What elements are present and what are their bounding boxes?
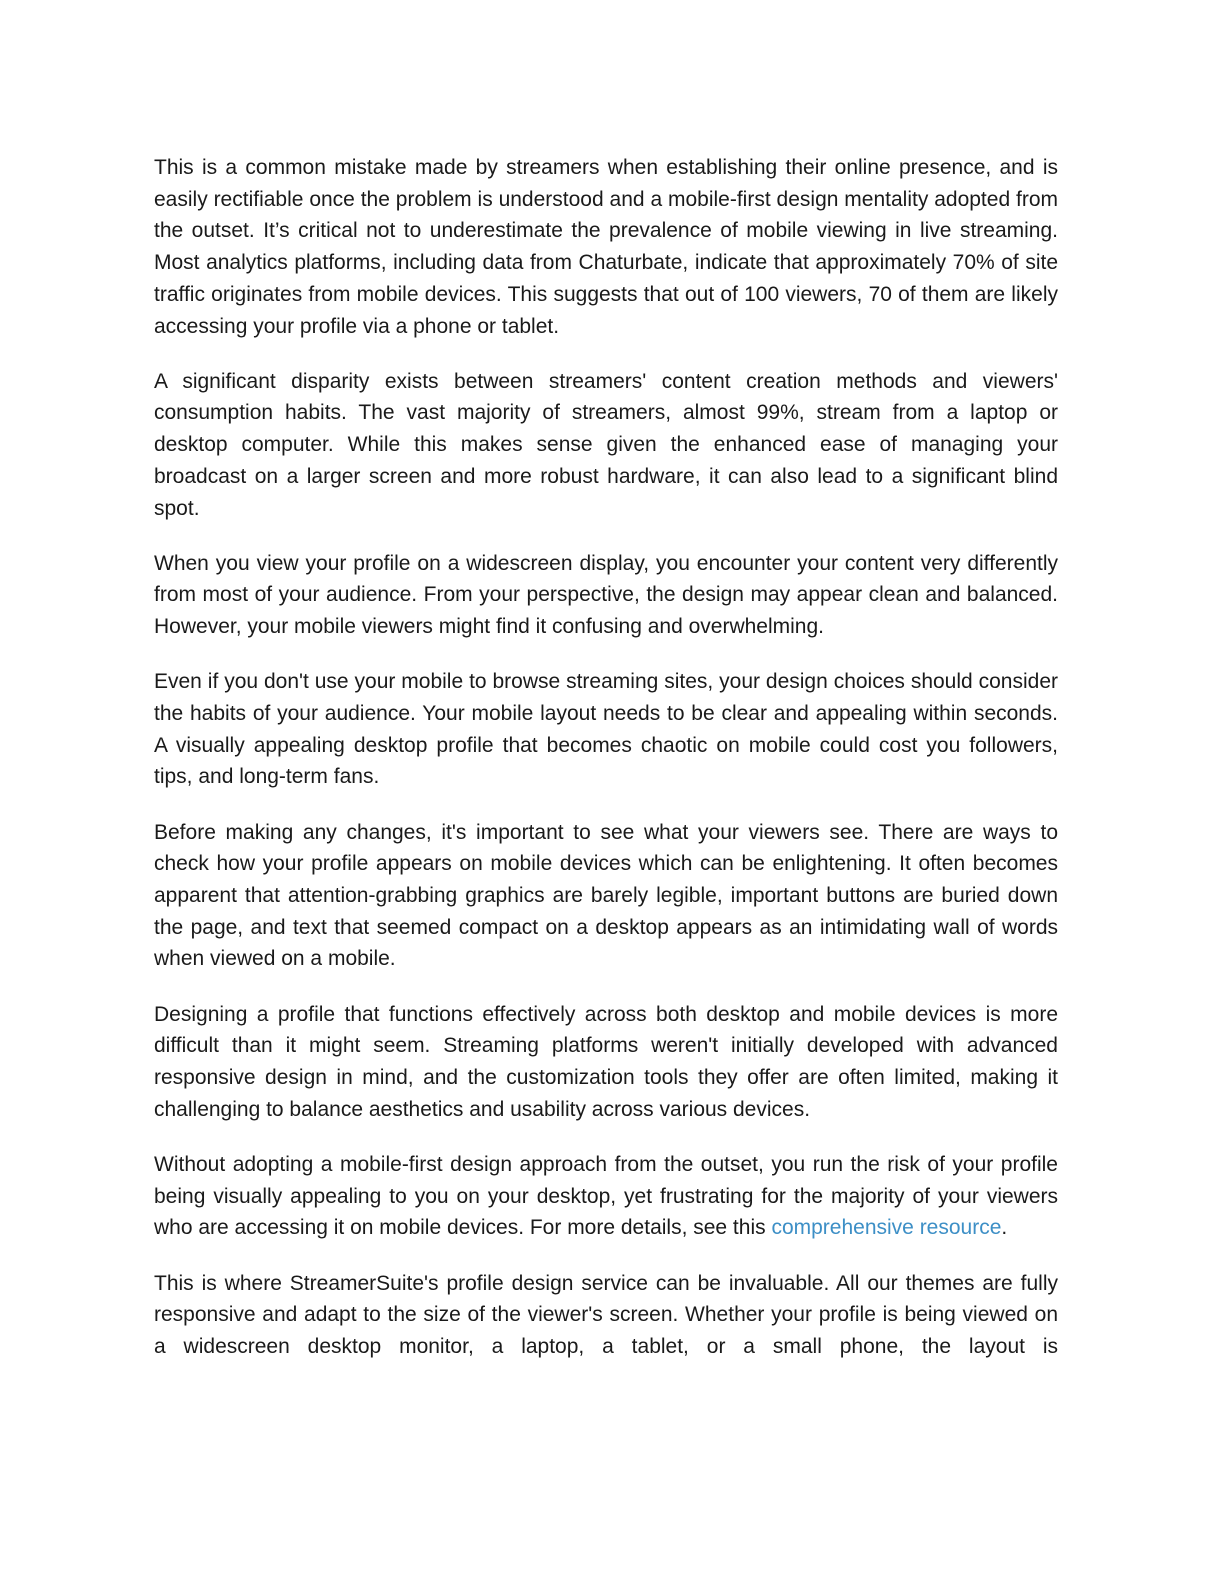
comprehensive-resource-link[interactable]: comprehensive resource <box>771 1216 1002 1240</box>
paragraph-widescreen-view: When you view your profile on a widescreen display, you encounter your content very differently from most of your audience. From your perspective, the design may appear clean and balanced. However, your mobile viewers might find it confusing and overwhelming. <box>154 551 1058 639</box>
paragraph-streamersuite-service: This is where StreamerSuite's profile design service can be invaluable. All our themes are fully responsive and adapt to the size of the viewer's screen. Whether your profile is being viewed on a widescreen desktop monitor, a laptop, a tablet, or a small phone, the layout is <box>154 1271 1058 1358</box>
paragraph-creation-disparity: A significant disparity exists between streamers' content creation methods and viewers' consumption habits. The vast majority of streamers, almost 99%, stream from a laptop or desktop computer. While this makes sense given the enhanced ease of managing your broadcast on a larger screen and more robust hardware, it can also lead to a significant blind spot. <box>154 369 1058 520</box>
document-page <box>154 152 1058 1363</box>
paragraph-mobile-traffic: This is a common mistake made by streamers when establishing their online presence, and is easily rectifiable once the problem is understood and a mobile-first design mentality adopted from the outset. It’s critical not to underestimate the prevalence of mobile viewing in live streaming. Most analytics platforms, including data from Chaturbate, indicate that approximately 70% of site traffic originates from mobile devices. This suggests that out of 100 viewers, 70 of them are likely accessing your profile via a phone or tablet. <box>154 156 1058 338</box>
paragraph-audience-habits: Even if you don't use your mobile to browse streaming sites, your design choices should consider the habits of your audience. Your mobile layout needs to be clear and appealing within seconds. A visually appealing desktop profile that becomes chaotic on mobile could cost you followers, tips, and long-term fans. <box>154 670 1058 789</box>
paragraph-mobile-first-approach <box>154 1149 1058 1244</box>
paragraph-see-what-viewers-see: Before making any changes, it's important to see what your viewers see. There are ways to check how your profile appears on mobile devices which can be enlightening. It often becomes apparent that attention-grabbing graphics are barely legible, important buttons are buried down the page, and text that seemed compact on a desktop appears as an intimidating wall of words when viewed on a mobile. <box>154 820 1058 971</box>
paragraph-text-before-link: Without adopting a mobile-first design approach from the outset, you run the risk of your profile being visually appealing to you on your desktop, yet frustrating for the majority of your viewers who are accessing it on mobile devices. For more details, see this <box>154 1152 1058 1240</box>
paragraph-design-difficulty: Designing a profile that functions effectively across both desktop and mobile devices is more difficult than it might seem. Streaming platforms weren't initially developed with advanced responsive design in mind, and the customization tools they offer are often limited, making it challenging to balance aesthetics and usability across various devices. <box>154 1002 1058 1121</box>
paragraph-text-after-link: . <box>1001 1216 1008 1240</box>
